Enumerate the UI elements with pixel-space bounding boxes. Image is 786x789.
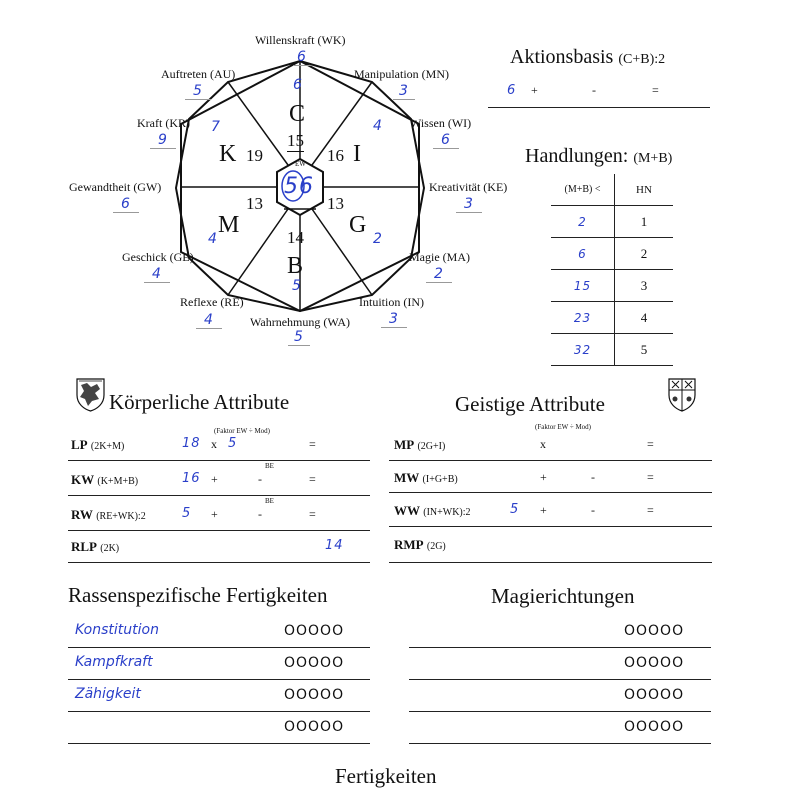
- segment-c-letter: C: [289, 101, 306, 127]
- magie-circles-open: OOOOO: [624, 655, 685, 671]
- handlungen-table: [551, 174, 673, 366]
- magie-row-line: [409, 647, 711, 648]
- handlungen-row: [551, 270, 673, 302]
- rassen-skill-circles[interactable]: [284, 687, 344, 703]
- rw-line: [68, 530, 370, 531]
- mw-minus: -: [591, 470, 595, 484]
- handlungen-threshold: 6: [551, 238, 615, 270]
- rassen-skill-name: Konstitution: [75, 622, 159, 638]
- segment-b-number: 14: [287, 228, 304, 247]
- kw-label: [71, 472, 138, 488]
- aktionsbasis-title: [510, 46, 665, 69]
- segment-k-number: 19: [246, 146, 263, 165]
- magie-circles[interactable]: [624, 687, 684, 703]
- handlungen-col-hn: HN: [615, 174, 674, 206]
- kw-be-label: BE: [265, 462, 274, 470]
- mp-equals: =: [647, 437, 654, 451]
- lp-op: x: [211, 437, 217, 451]
- attr-label-re: Reflexe (RE): [180, 295, 244, 309]
- handlungen-title-text: Handlungen:: [525, 145, 629, 167]
- lp-factor: 5: [228, 436, 238, 451]
- kw-value: 16: [182, 471, 201, 486]
- mp-op: x: [540, 437, 546, 451]
- handlungen-col-threshold: (M+B) <: [551, 174, 615, 206]
- rassen-skill-circles[interactable]: [284, 655, 344, 671]
- aktionsbasis-plus: +: [531, 83, 538, 97]
- aktionsbasis-formula: (C+B):2: [618, 52, 666, 67]
- magie-circles-open: OOOOO: [624, 687, 685, 703]
- mw-formula: (I+G+B): [422, 474, 458, 485]
- rassen-circles-open: OOOOO: [284, 623, 345, 639]
- handlungen-threshold: 23: [551, 302, 615, 334]
- ww-name: WW: [394, 503, 420, 518]
- mw-line: [389, 492, 712, 493]
- kw-line: [68, 495, 370, 496]
- handlungen-hn: 1: [615, 206, 674, 238]
- handlungen-hn: 5: [615, 334, 674, 366]
- rlp-line: [68, 562, 370, 563]
- attr-value-wi: 6: [433, 132, 459, 149]
- fertigkeiten-title: Fertigkeiten: [335, 764, 437, 788]
- attr-label-wi: Wissen (WI): [410, 116, 472, 130]
- kw-name: KW: [71, 472, 95, 487]
- segment-c-written: 6: [293, 77, 303, 93]
- ww-formula: (IN+WK):2: [423, 507, 471, 518]
- kw-equals: =: [309, 472, 316, 486]
- rmp-label: [394, 537, 446, 553]
- attr-label-ge: Geschick (GE): [122, 250, 194, 264]
- aktionsbasis-value: 6: [507, 83, 517, 98]
- magie-circles-open: OOOOO: [624, 623, 685, 639]
- handlungen-threshold: 15: [551, 270, 615, 302]
- handlungen-title: [525, 145, 672, 168]
- segment-m-number: 13: [246, 194, 263, 213]
- attr-label-kr: Kraft (KR): [137, 116, 190, 130]
- attr-label-ke: Kreativität (KE): [429, 180, 508, 194]
- mw-label: [394, 470, 458, 486]
- mp-formula: (2G+I): [417, 441, 446, 452]
- rassen-row-line: [68, 743, 370, 744]
- handlungen-row: [551, 206, 673, 238]
- attr-value-ge: 4: [144, 266, 170, 283]
- segment-g-written: 2: [373, 231, 383, 247]
- attr-value-gw: 6: [113, 196, 139, 213]
- rmp-formula: (2G): [426, 541, 446, 552]
- ww-label: [394, 503, 471, 519]
- attr-value-kr: 9: [150, 132, 176, 149]
- attr-label-wa: Wahrnehmung (WA): [250, 315, 351, 329]
- attr-value-wk: 6: [293, 49, 311, 66]
- lp-line: [68, 460, 370, 461]
- lp-value: 18: [182, 436, 201, 451]
- magie-circles[interactable]: [624, 623, 684, 639]
- rw-equals: =: [309, 507, 316, 521]
- attr-value-re: 4: [196, 312, 222, 329]
- handlungen-hn: 3: [615, 270, 674, 302]
- segment-m-written: 4: [208, 231, 218, 247]
- attr-value-in: 3: [381, 311, 407, 328]
- handlungen-formula: (M+B): [633, 151, 673, 166]
- handlungen-hn: 4: [615, 302, 674, 334]
- attr-label-mn: Manipulation (MN): [354, 67, 449, 81]
- rassen-circles-open: OOOOO: [284, 719, 345, 735]
- rw-plus: +: [211, 507, 218, 521]
- ww-line: [389, 526, 712, 527]
- rassen-skill-circles[interactable]: [284, 623, 344, 639]
- segment-g-number: 13: [327, 194, 344, 213]
- rw-name: RW: [71, 507, 93, 522]
- mp-label: [394, 437, 445, 453]
- attr-label-in: Intuition (IN): [359, 295, 424, 309]
- handlungen-row: [551, 334, 673, 366]
- rw-minus: -: [258, 507, 262, 521]
- aktionsbasis-line: [488, 107, 710, 108]
- magie-circles-open: OOOOO: [624, 719, 685, 735]
- magie-row-line: [409, 711, 711, 712]
- geistig-note: (Faktor EW ÷ Mod): [535, 423, 592, 431]
- rassen-circles-open: OOOOO: [284, 655, 345, 671]
- rassen-title: Rassenspezifische Fertigkeiten: [68, 583, 328, 607]
- lp-equals: =: [309, 437, 316, 451]
- geistig-title: Geistige Attribute: [455, 392, 605, 416]
- handlungen-header-row: [551, 174, 673, 206]
- magie-circles[interactable]: [624, 719, 684, 735]
- rw-be-label: BE: [265, 497, 274, 505]
- geistig-crest-icon: [667, 377, 697, 413]
- lp-label: [71, 437, 124, 453]
- rmp-name: RMP: [394, 537, 424, 552]
- handlungen-row: [551, 302, 673, 334]
- rassen-skill-circles[interactable]: [284, 719, 344, 735]
- segment-k-letter: K: [219, 141, 237, 167]
- rw-label: [71, 507, 146, 523]
- segment-k-written: 7: [211, 119, 221, 135]
- kw-plus: +: [211, 472, 218, 486]
- koerperlich-title: Körperliche Attribute: [109, 390, 290, 414]
- aktionsbasis-title-text: Aktionsbasis: [510, 46, 614, 68]
- koerperlich-crest-icon: [75, 377, 106, 412]
- koerperlich-note: (Faktor EW ÷ Mod): [214, 427, 271, 435]
- handlungen-threshold: 32: [551, 334, 615, 366]
- segment-b-letter: B: [287, 253, 304, 279]
- rlp-name: RLP: [71, 539, 97, 554]
- rassen-skill-name: Kampfkraft: [75, 654, 153, 670]
- attr-label-gw: Gewandtheit (GW): [69, 180, 162, 194]
- rw-value: 5: [182, 506, 192, 521]
- mw-name: MW: [394, 470, 420, 485]
- kw-formula: (K+M+B): [97, 476, 139, 487]
- ew-label: EW: [295, 160, 306, 168]
- segment-c-number: 15: [287, 131, 304, 150]
- attr-label-ma: Magie (MA): [409, 250, 470, 264]
- lp-name: LP: [71, 437, 88, 452]
- magie-row-line: [409, 743, 711, 744]
- ww-value: 5: [510, 502, 520, 517]
- rassen-row-line: [68, 711, 370, 712]
- rlp-formula: (2K): [100, 543, 120, 554]
- magie-circles[interactable]: [624, 655, 684, 671]
- rassen-skill-name: Zähigkeit: [75, 686, 141, 702]
- handlungen-hn: 2: [615, 238, 674, 270]
- ww-minus: -: [591, 503, 595, 517]
- attr-value-ma: 2: [426, 266, 452, 283]
- ww-equals: =: [647, 503, 654, 517]
- mw-equals: =: [647, 470, 654, 484]
- attr-value-ke: 3: [456, 196, 482, 213]
- segment-g-letter: G: [349, 212, 367, 238]
- ww-plus: +: [540, 503, 547, 517]
- mw-plus: +: [540, 470, 547, 484]
- attr-value-wa: 5: [288, 329, 310, 346]
- segment-i-number: 16: [327, 146, 344, 165]
- attr-value-au: 5: [185, 83, 211, 100]
- handlungen-row: [551, 238, 673, 270]
- rassen-circles-open: OOOOO: [284, 687, 345, 703]
- segment-i-written: 4: [373, 118, 383, 134]
- kw-minus: -: [258, 472, 262, 486]
- segment-i-letter: I: [353, 141, 361, 167]
- mp-line: [389, 460, 712, 461]
- aktionsbasis-minus: -: [592, 83, 596, 97]
- aktionsbasis-equals: =: [652, 83, 659, 97]
- lp-formula: (2K+M): [90, 441, 125, 452]
- ew-value: 56: [284, 174, 314, 199]
- segment-b-written: 5: [292, 278, 302, 294]
- rlp-value: 14: [325, 538, 344, 553]
- magie-row-line: [409, 679, 711, 680]
- rlp-label: [71, 539, 119, 555]
- mp-name: MP: [394, 437, 415, 452]
- segment-m-letter: M: [218, 212, 240, 238]
- attr-value-mn: 3: [393, 83, 415, 100]
- magie-title: Magierichtungen: [491, 584, 635, 608]
- attr-label-au: Auftreten (AU): [161, 67, 236, 81]
- rassen-row-line: [68, 647, 370, 648]
- attr-label-wk: Willenskraft (WK): [255, 33, 346, 47]
- rassen-row-line: [68, 679, 370, 680]
- rw-formula: (RE+WK):2: [96, 511, 146, 522]
- handlungen-threshold: 2: [551, 206, 615, 238]
- rmp-line: [389, 562, 712, 563]
